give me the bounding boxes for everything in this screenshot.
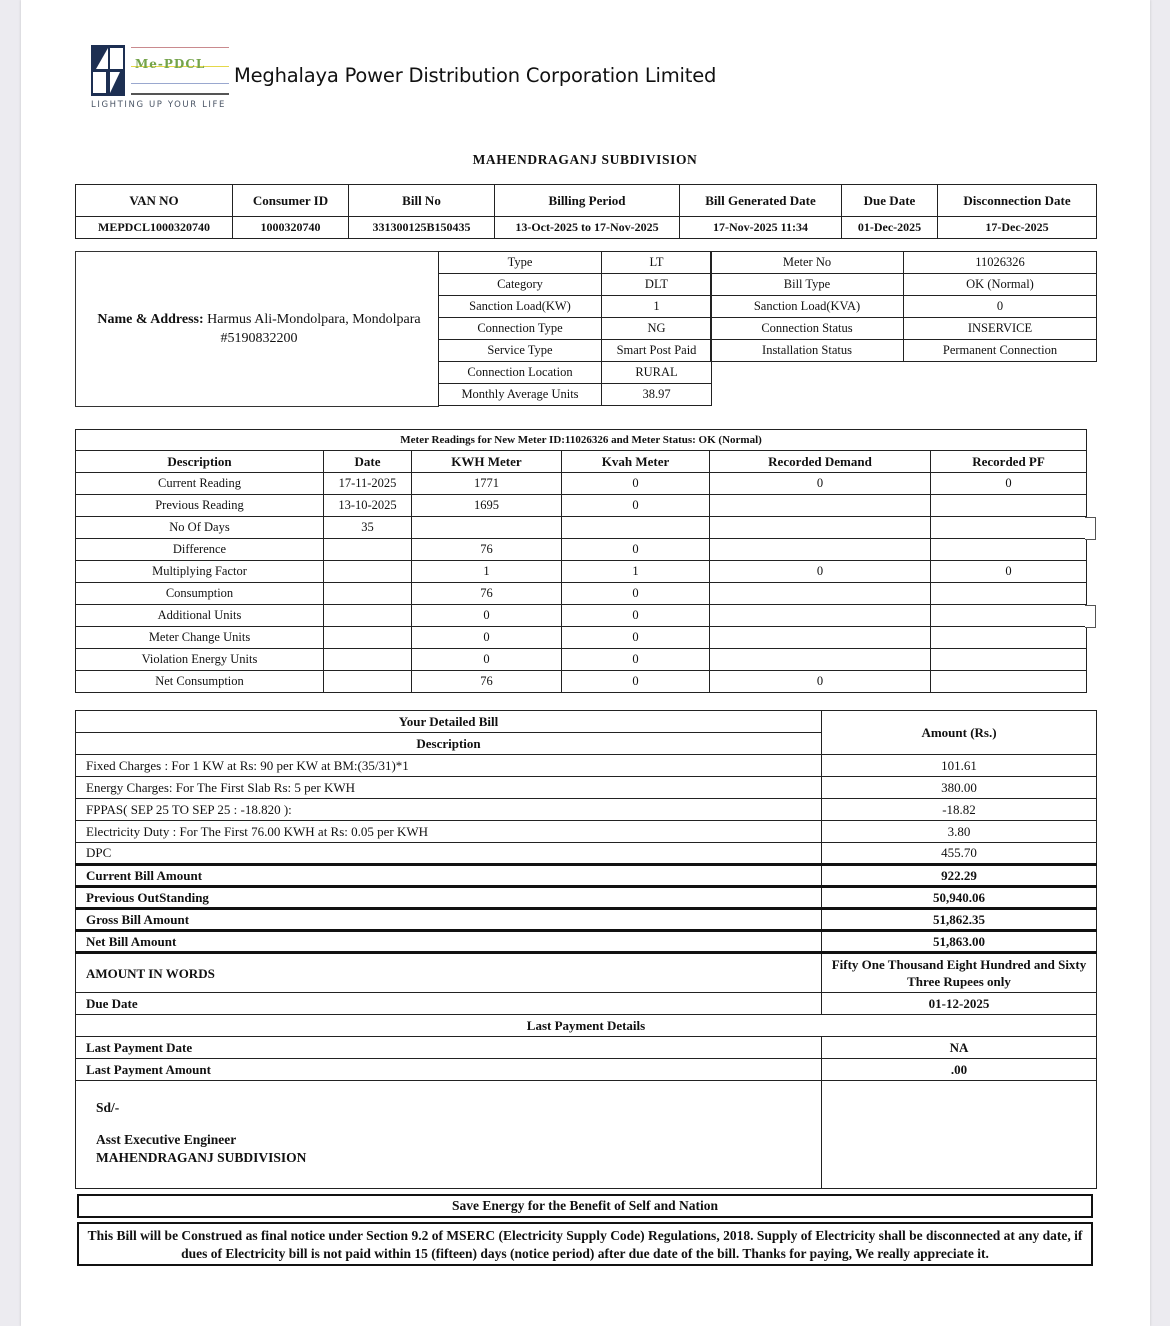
reading-demand — [710, 583, 931, 605]
meter-info-label: Installation Status — [711, 340, 904, 362]
last-payment-amount-label: Last Payment Amount — [76, 1059, 822, 1081]
last-payment-amount-row — [76, 1059, 1097, 1081]
connection-value: DLT — [602, 274, 712, 296]
header-disconnection-date: Disconnection Date — [938, 185, 1097, 217]
last-payment-title: Last Payment Details — [76, 1015, 1097, 1037]
reading-row-previous — [76, 495, 1087, 517]
meter-info-label: Sanction Load(KVA) — [711, 296, 904, 318]
meter-info-value: Permanent Connection — [904, 340, 1097, 362]
meter-info-table — [710, 251, 1097, 362]
charge-amount: 101.61 — [822, 755, 1097, 777]
reading-pf — [931, 539, 1087, 561]
reading-description: Difference — [76, 539, 324, 561]
reading-date — [324, 671, 412, 693]
consumer-address — [78, 310, 440, 348]
consumer-phone: #5190832200 — [220, 331, 298, 346]
reading-pf — [931, 495, 1087, 517]
reading-kvah: 0 — [562, 539, 710, 561]
meter-info-row — [711, 318, 1097, 340]
bill-info-header-row — [76, 185, 1097, 217]
meter-info-value: OK (Normal) — [904, 274, 1097, 296]
reading-kvah: 0 — [562, 649, 710, 671]
connection-label: Type — [439, 252, 602, 274]
reading-kvah — [562, 517, 710, 539]
connection-label: Category — [439, 274, 602, 296]
charge-description: Fixed Charges : For 1 KW at Rs: 90 per KW at BM:(35/31)*1 — [76, 755, 822, 777]
due-date-label: Due Date — [76, 993, 822, 1015]
reading-description: Current Reading — [76, 473, 324, 495]
last-payment-date-value: NA — [822, 1037, 1097, 1059]
last-payment-amount-value: .00 — [822, 1059, 1097, 1081]
subdivision-title: MAHENDRAGANJ SUBDIVISION — [472, 152, 698, 167]
description-header: Description — [76, 733, 822, 755]
signature-office: MAHENDRAGANJ SUBDIVISION — [96, 1150, 307, 1165]
total-label: Previous OutStanding — [76, 887, 822, 909]
charge-row — [76, 755, 1097, 777]
header-due-date: Due Date — [842, 185, 938, 217]
reading-date — [324, 627, 412, 649]
connection-row — [439, 252, 712, 274]
bill-info-table — [75, 184, 1097, 239]
bill-info-value-row — [76, 217, 1097, 239]
connection-row — [439, 384, 712, 406]
reading-row-net-consumption — [76, 671, 1087, 693]
reading-description: Consumption — [76, 583, 324, 605]
connection-details-table — [438, 251, 712, 406]
charge-description: FPPAS( SEP 25 TO SEP 25 : -18.820 ): — [76, 799, 822, 821]
reading-kwh: 1695 — [412, 495, 562, 517]
meter-readings-header-row — [76, 451, 1087, 473]
reading-kwh — [412, 517, 562, 539]
amount-in-words-value: Fifty One Thousand Eight Hundred and Sixty Three Rupees only — [822, 953, 1097, 993]
connection-row — [439, 318, 712, 340]
reading-kwh: 0 — [412, 649, 562, 671]
reading-kvah: 0 — [562, 627, 710, 649]
reading-demand: 0 — [710, 473, 931, 495]
meter-info-row — [711, 296, 1097, 318]
charge-description: Electricity Duty : For The First 76.00 KWH at Rs: 0.05 per KWH — [76, 821, 822, 843]
signature-sd: Sd/- — [96, 1100, 120, 1115]
meter-readings-table — [75, 429, 1087, 693]
charge-amount: 3.80 — [822, 821, 1097, 843]
logo-line-dark — [131, 93, 229, 95]
reading-kwh: 0 — [412, 605, 562, 627]
header-bill-generated-date: Bill Generated Date — [680, 185, 842, 217]
charge-row — [76, 843, 1097, 865]
connection-value: RURAL — [602, 362, 712, 384]
meter-readings-title: Meter Readings for New Meter ID:11026326 and Meter Status: OK (Normal) — [76, 430, 1087, 451]
connection-row — [439, 296, 712, 318]
reading-row-consumption — [76, 583, 1087, 605]
total-amount: 50,940.06 — [822, 887, 1097, 909]
logo-line-red — [131, 47, 229, 48]
reading-description: Additional Units — [76, 605, 324, 627]
connection-label: Service Type — [439, 340, 602, 362]
reading-description: Previous Reading — [76, 495, 324, 517]
meter-info-value: 0 — [904, 296, 1097, 318]
reading-date — [324, 539, 412, 561]
total-label: Gross Bill Amount — [76, 909, 822, 931]
table-edge-stub — [1085, 517, 1096, 540]
charge-description: Energy Charges: For The First Slab Rs: 5 per KWH — [76, 777, 822, 799]
reading-description: No Of Days — [76, 517, 324, 539]
logo-mark-icon — [91, 45, 125, 96]
last-payment-date-row — [76, 1037, 1097, 1059]
connection-label: Sanction Load(KW) — [439, 296, 602, 318]
reading-demand — [710, 605, 931, 627]
disconnection-date-value: 17-Dec-2025 — [938, 217, 1097, 239]
reading-pf — [931, 583, 1087, 605]
reading-demand — [710, 539, 931, 561]
total-row-net-bill — [76, 931, 1097, 953]
total-amount: 51,862.35 — [822, 909, 1097, 931]
reading-pf: 0 — [931, 561, 1087, 583]
logo-tagline: LIGHTING UP YOUR LIFE — [91, 100, 226, 110]
reading-row-violation-energy-units — [76, 649, 1087, 671]
connection-label: Connection Type — [439, 318, 602, 340]
header-billing-period: Billing Period — [495, 185, 680, 217]
due-date-value: 01-12-2025 — [822, 993, 1097, 1015]
reading-demand — [710, 649, 931, 671]
meter-info-label: Connection Status — [711, 318, 904, 340]
reading-kvah: 0 — [562, 605, 710, 627]
meter-info-label: Bill Type — [711, 274, 904, 296]
reading-row-additional-units — [76, 605, 1087, 627]
reading-date — [324, 561, 412, 583]
reading-date — [324, 583, 412, 605]
reading-kwh: 1 — [412, 561, 562, 583]
total-label: Current Bill Amount — [76, 865, 822, 887]
due-date-value: 01-Dec-2025 — [842, 217, 938, 239]
reading-description: Multiplying Factor — [76, 561, 324, 583]
consumer-id-value: 1000320740 — [233, 217, 349, 239]
connection-row — [439, 362, 712, 384]
signature-cell — [76, 1081, 822, 1189]
header-kvah-meter: Kvah Meter — [562, 451, 710, 473]
reading-kwh: 1771 — [412, 473, 562, 495]
connection-value: 1 — [602, 296, 712, 318]
detailed-bill-table — [75, 710, 1097, 1189]
reading-kvah: 0 — [562, 495, 710, 517]
logo-text: Me-PDCL — [135, 57, 206, 71]
connection-value: LT — [602, 252, 712, 274]
reading-kvah: 0 — [562, 473, 710, 495]
total-row-current-bill — [76, 865, 1097, 887]
reading-kwh: 76 — [412, 671, 562, 693]
reading-kwh: 0 — [412, 627, 562, 649]
save-energy-banner: Save Energy for the Benefit of Self and Nation — [77, 1194, 1093, 1218]
table-edge-stub — [1085, 605, 1096, 628]
reading-date — [324, 605, 412, 627]
bill-generated-date-value: 17-Nov-2025 11:34 — [680, 217, 842, 239]
bill-no-value: 331300125B150435 — [349, 217, 495, 239]
reading-demand — [710, 517, 931, 539]
reading-description: Net Consumption — [76, 671, 324, 693]
header-bill-no: Bill No — [349, 185, 495, 217]
header-description: Description — [76, 451, 324, 473]
reading-demand — [710, 627, 931, 649]
header-recorded-pf: Recorded PF — [931, 451, 1087, 473]
header-recorded-demand: Recorded Demand — [710, 451, 931, 473]
connection-label: Connection Location — [439, 362, 602, 384]
billing-period-value: 13-Oct-2025 to 17-Nov-2025 — [495, 217, 680, 239]
connection-label: Monthly Average Units — [439, 384, 602, 406]
meter-info-row — [711, 340, 1097, 362]
header-date: Date — [324, 451, 412, 473]
signature-designation: Asst Executive Engineer — [96, 1132, 237, 1147]
charge-amount: 380.00 — [822, 777, 1097, 799]
connection-value: 38.97 — [602, 384, 712, 406]
reading-description: Violation Energy Units — [76, 649, 324, 671]
reading-row-current — [76, 473, 1087, 495]
header-consumer-id: Consumer ID — [233, 185, 349, 217]
header-kwh-meter: KWH Meter — [412, 451, 562, 473]
header-van-no: VAN NO — [76, 185, 233, 217]
reading-row-meter-change-units — [76, 627, 1087, 649]
connection-row — [439, 340, 712, 362]
last-payment-date-label: Last Payment Date — [76, 1037, 822, 1059]
mepdcl-logo — [91, 45, 231, 113]
total-amount: 922.29 — [822, 865, 1097, 887]
consumer-address-box — [75, 251, 439, 407]
logo-line-blue — [131, 83, 229, 84]
total-row-gross-bill — [76, 909, 1097, 931]
amount-in-words-row — [76, 953, 1097, 993]
reading-description: Meter Change Units — [76, 627, 324, 649]
total-label: Net Bill Amount — [76, 931, 822, 953]
reading-date: 35 — [324, 517, 412, 539]
reading-row-difference — [76, 539, 1087, 561]
signature-block — [76, 1081, 821, 1167]
charge-row — [76, 821, 1097, 843]
meter-info-label: Meter No — [711, 252, 904, 274]
amount-in-words-label: AMOUNT IN WORDS — [76, 953, 822, 993]
reading-kwh: 76 — [412, 539, 562, 561]
total-amount: 51,863.00 — [822, 931, 1097, 953]
amount-header: Amount (Rs.) — [822, 711, 1097, 755]
reading-pf — [931, 671, 1087, 693]
detailed-bill-title-row — [76, 711, 1097, 733]
reading-date: 17-11-2025 — [324, 473, 412, 495]
reading-demand — [710, 495, 931, 517]
disconnection-notice: This Bill will be Construed as final notice under Section 9.2 of MSERC (Electricity Supply Code) Regulations, 2018. Supply of Electricity shall be disconnected at any date, if dues of Electricity bill is not paid within 15 (fifteen) days (notice period) after due date of the bill. Thanks for paying, We really appreciate it. — [77, 1222, 1093, 1266]
van-no-value: MEPDCL1000320740 — [76, 217, 233, 239]
detailed-bill-title: Your Detailed Bill — [76, 711, 822, 733]
charge-amount: 455.70 — [822, 843, 1097, 865]
reading-date — [324, 649, 412, 671]
reading-pf — [931, 649, 1087, 671]
meter-info-value: 11026326 — [904, 252, 1097, 274]
reading-kwh: 76 — [412, 583, 562, 605]
reading-date: 13-10-2025 — [324, 495, 412, 517]
charge-description: DPC — [76, 843, 822, 865]
reading-demand: 0 — [710, 671, 931, 693]
meter-info-value: INSERVICE — [904, 318, 1097, 340]
signature-row — [76, 1081, 1097, 1189]
name-address-value: Harmus Ali-Mondolpara, Mondolpara — [207, 312, 421, 327]
name-address-label: Name & Address: — [97, 312, 204, 327]
charge-row — [76, 777, 1097, 799]
total-row-previous-outstanding — [76, 887, 1097, 909]
meter-info-row — [711, 274, 1097, 296]
signature-empty-cell — [822, 1081, 1097, 1189]
company-name: Meghalaya Power Distribution Corporation Limited — [234, 64, 717, 87]
reading-pf: 0 — [931, 473, 1087, 495]
reading-demand: 0 — [710, 561, 931, 583]
reading-pf — [931, 517, 1087, 539]
reading-pf — [931, 605, 1087, 627]
reading-kvah: 1 — [562, 561, 710, 583]
connection-value: Smart Post Paid — [602, 340, 712, 362]
connection-value: NG — [602, 318, 712, 340]
charge-row — [76, 799, 1097, 821]
reading-row-days — [76, 517, 1087, 539]
reading-kvah: 0 — [562, 671, 710, 693]
meter-readings-title-row — [76, 430, 1087, 451]
last-payment-title-row — [76, 1015, 1097, 1037]
connection-row — [439, 274, 712, 296]
charge-amount: -18.82 — [822, 799, 1097, 821]
reading-pf — [931, 627, 1087, 649]
due-date-row — [76, 993, 1097, 1015]
reading-kvah: 0 — [562, 583, 710, 605]
meter-info-row — [711, 252, 1097, 274]
reading-row-multiplying-factor — [76, 561, 1087, 583]
